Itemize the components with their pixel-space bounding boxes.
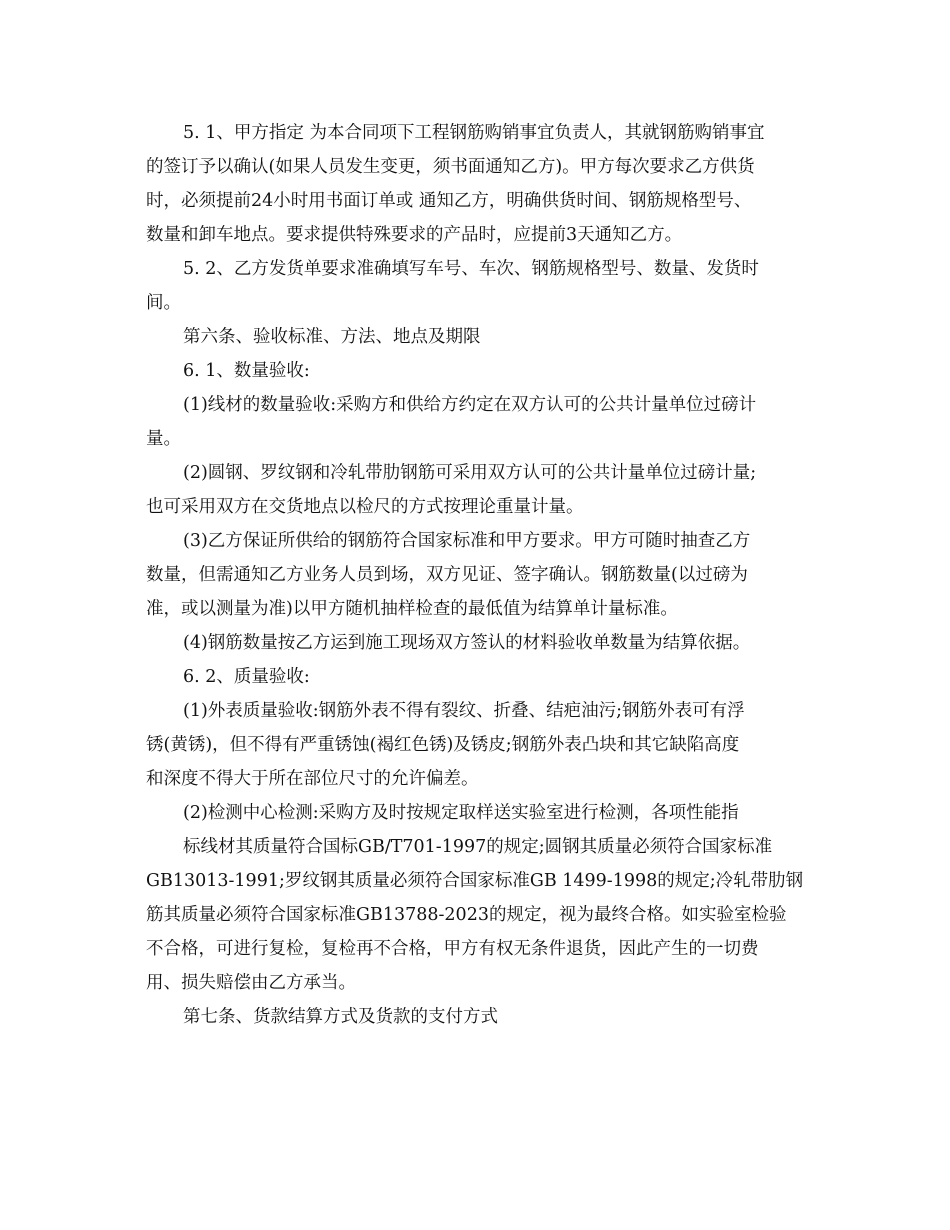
text-line: (3)乙方保证所供给的钢筋符合国家标准和甲方要求。甲方可随时抽查乙方 (183, 531, 751, 551)
text-line: 间。 (146, 293, 181, 313)
clause-5-1-paragraph (146, 116, 806, 252)
text-line: 标线材其质量符合国标GB/T701-1997的规定;圆钢其质量必须符合国家标准 (183, 837, 773, 857)
text-line: GB13013-1991;罗纹钢其质量必须符合国家标准GB 1499-1998的规定;冷轧带肋钢 (146, 871, 804, 891)
section-heading: 第六条、验收标准、方法、地点及期限 (183, 327, 481, 347)
text-line: (2)圆钢、罗纹钢和冷轧带肋钢筋可采用双方认可的公共计量单位过磅计量; (183, 463, 757, 483)
text-line: (2)检测中心检测:采购方及时按规定取样送实验室进行检测，各项性能指 (183, 803, 739, 823)
text-line: (4)钢筋数量按乙方运到施工现场双方签认的材料验收单数量为结算依据。 (183, 633, 751, 653)
text-line: (1)线材的数量验收:采购方和供给方约定在双方认可的公共计量单位过磅计 (183, 395, 757, 415)
text-line: 用、损失赔偿由乙方承当。 (146, 973, 356, 993)
article-7-heading (146, 1000, 806, 1034)
clause-6-1-heading (146, 354, 806, 388)
subsection-heading: 6. 1、数量验收: (183, 361, 310, 381)
text-line: 不合格，可进行复检，复检再不合格，甲方有权无条件退货，因此产生的一切费 (146, 939, 759, 959)
text-line: 和深度不得大于所在部位尺寸的允许偏差。 (146, 769, 479, 789)
text-line: 准，或以测量为准)以甲方随机抽样检查的最低值为结算单计量标准。 (146, 599, 678, 619)
text-line: 锈(黄锈)，但不得有严重锈蚀(褐红色锈)及锈皮;钢筋外表凸块和其它缺陷高度 (146, 735, 740, 755)
subsection-heading: 6. 2、质量验收: (183, 667, 310, 687)
quality-item-1 (146, 694, 806, 796)
text-line: 数量，但需通知乙方业务人员到场，双方见证、签字确认。钢筋数量(以过磅为 (146, 565, 748, 585)
text-line: 时，必须提前24小时用书面订单或 通知乙方，明确供货时间、钢筋规格型号、 (146, 191, 752, 211)
text-line: 的签订予以确认(如果人员发生变更，须书面通知乙方)。甲方每次要求乙方供货 (146, 157, 755, 177)
text-line: 也可采用双方在交货地点以检尺的方式按理论重量计量。 (146, 497, 584, 517)
quantity-item-4 (146, 626, 806, 660)
quantity-item-3 (146, 524, 806, 626)
section-heading: 第七条、货款结算方式及货款的支付方式 (183, 1007, 498, 1027)
text-line: 5. 1、甲方指定 为本合同项下工程钢筋购销事宜负责人，其就钢筋购销事宜 (183, 123, 765, 143)
text-line: 筋其质量必须符合国家标准GB13788-2023的规定，视为最终合格。如实验室检验 (146, 905, 787, 925)
quality-item-2 (146, 796, 806, 830)
quantity-item-1 (146, 388, 806, 456)
clause-5-2-paragraph (146, 252, 806, 320)
text-line: 5. 2、乙方发货单要求准确填写车号、车次、钢筋规格型号、数量、发货时 (183, 259, 759, 279)
text-line: 数量和卸车地点。要求提供特殊要求的产品时，应提前3天通知乙方。 (146, 225, 683, 245)
text-line: 量。 (146, 429, 181, 449)
clause-6-2-heading (146, 660, 806, 694)
quantity-item-2 (146, 456, 806, 524)
article-6-heading (146, 320, 806, 354)
document-body (146, 116, 806, 1034)
text-line: (1)外表质量验收:钢筋外表不得有裂纹、折叠、结疤油污;钢筋外表可有浮 (183, 701, 745, 721)
quality-standards-paragraph (146, 830, 806, 1000)
